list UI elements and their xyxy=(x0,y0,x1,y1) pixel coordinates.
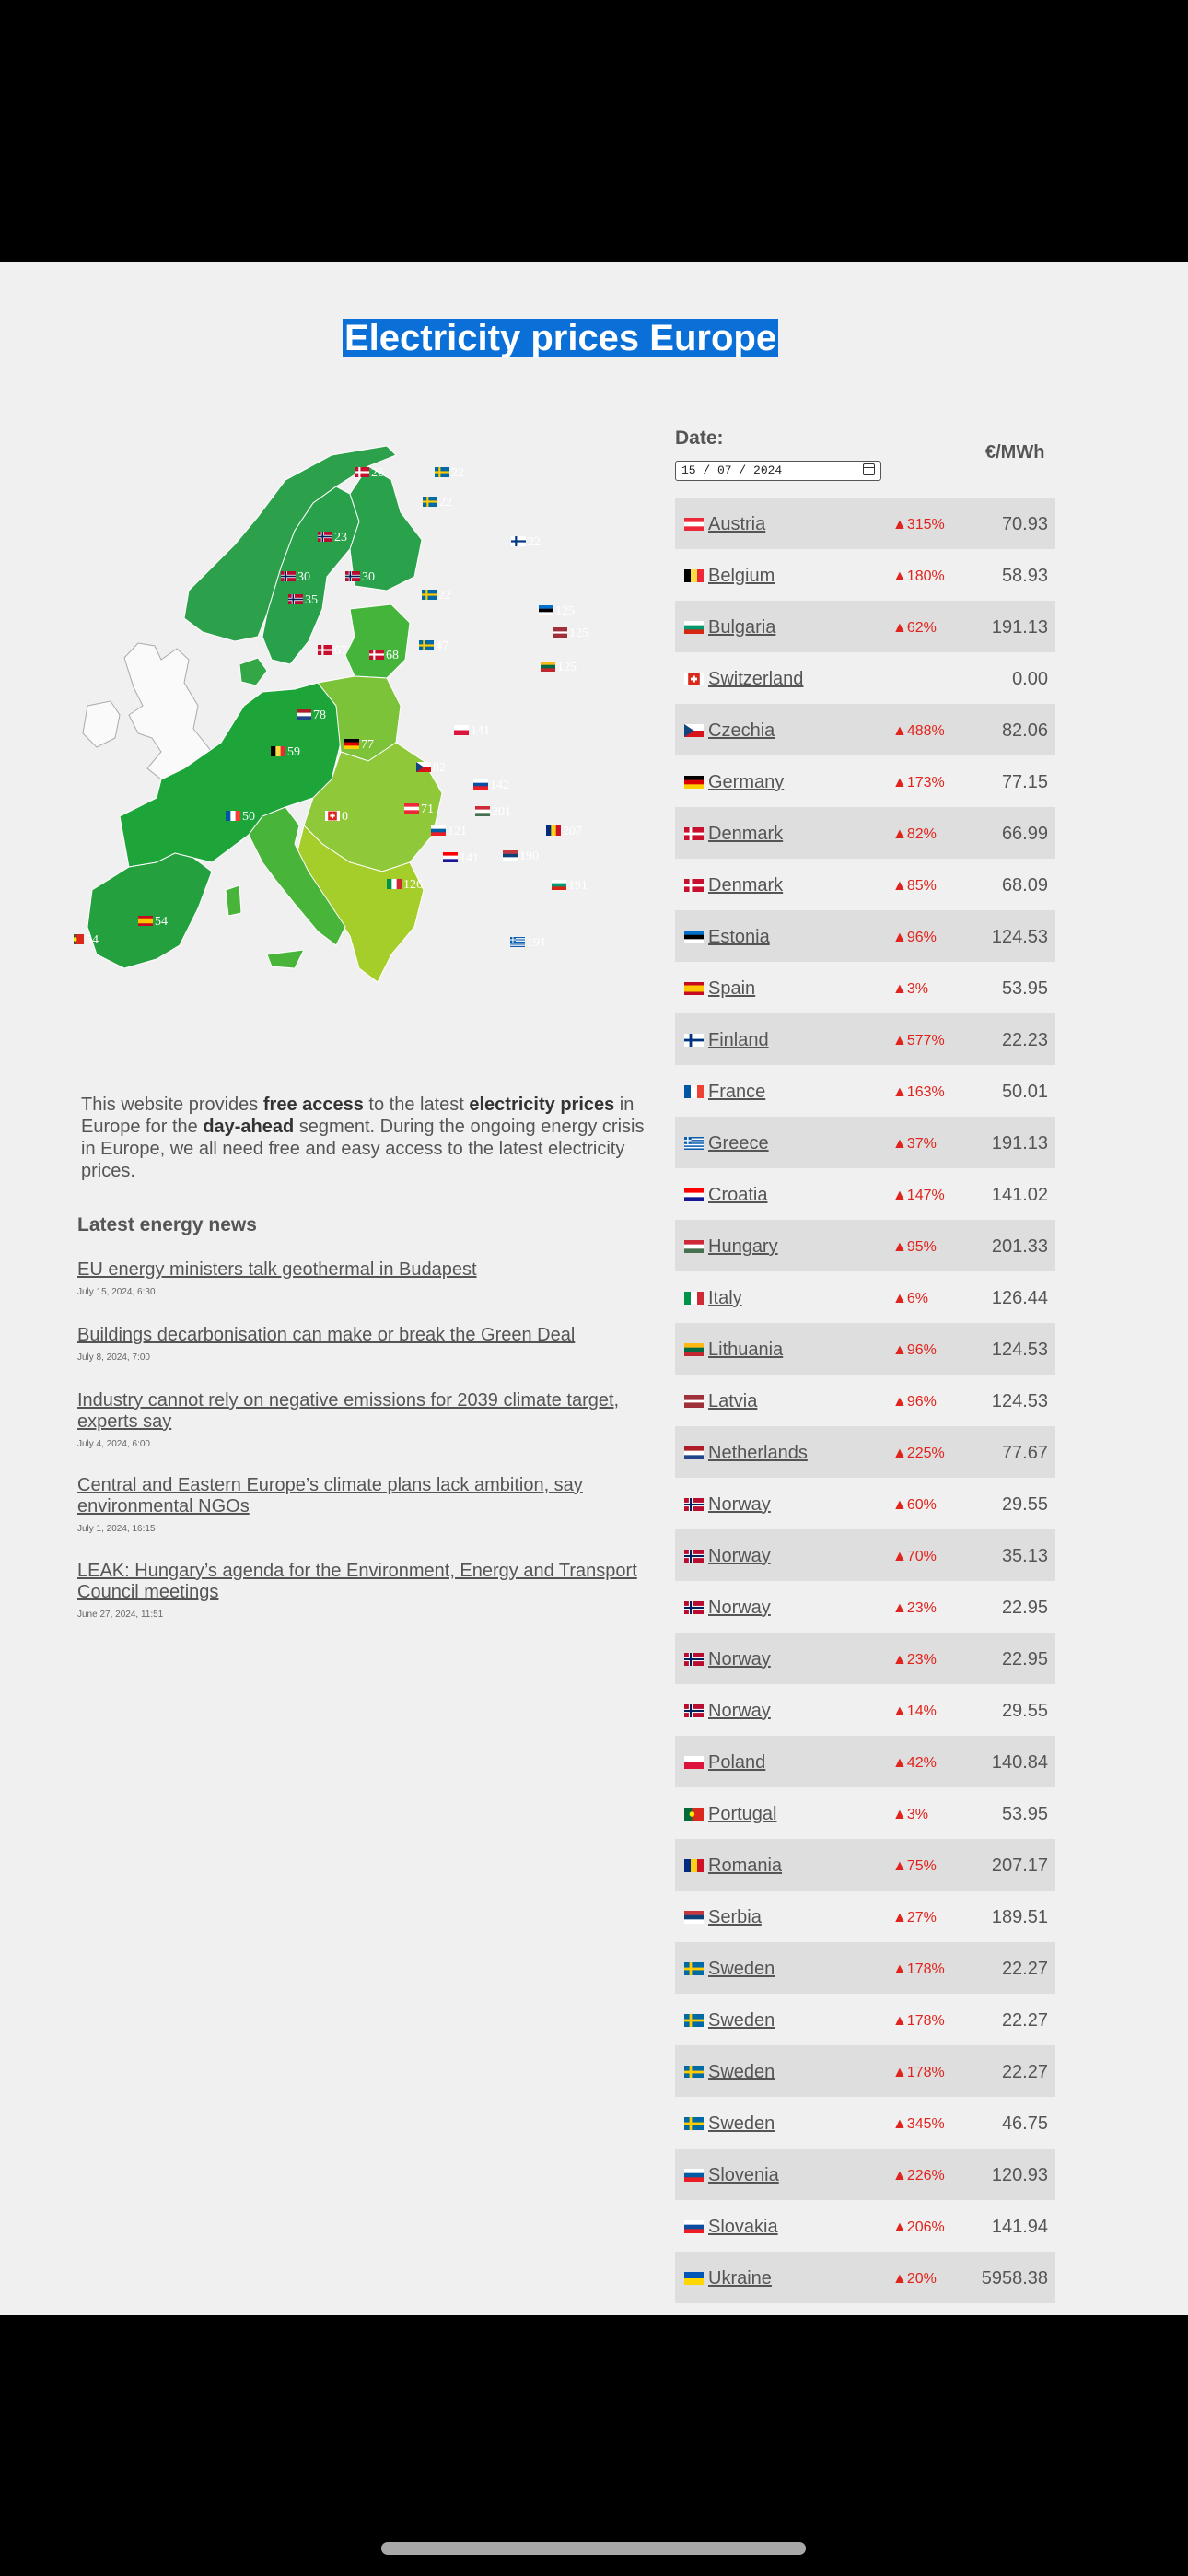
price-value: 46.75 xyxy=(1001,2113,1048,2134)
dk-flag-icon xyxy=(684,879,704,892)
intro-text xyxy=(81,1094,661,1182)
news-link[interactable]: Industry cannot rely on negative emissions for 2039 climate target, experts say xyxy=(77,1390,620,1432)
price-row xyxy=(675,1684,1055,1736)
country-link[interactable]: Netherlands xyxy=(708,1443,808,1463)
price-change: ▲23% xyxy=(892,1600,937,1616)
map-price-value: 141 xyxy=(460,851,479,865)
price-value: 141.02 xyxy=(991,1185,1048,1205)
price-change: ▲20% xyxy=(892,2271,937,2287)
country-link[interactable]: Norway xyxy=(708,1598,771,1618)
se-flag-icon xyxy=(684,2014,704,2027)
price-row xyxy=(675,549,1055,601)
price-value: 124.53 xyxy=(991,1340,1048,1360)
price-change: ▲147% xyxy=(892,1188,945,1203)
map-price-label[interactable] xyxy=(454,724,490,738)
price-change: ▲96% xyxy=(892,1394,937,1410)
map-price-label[interactable] xyxy=(475,805,511,819)
country-link[interactable]: Poland xyxy=(708,1752,766,1773)
price-change: ▲206% xyxy=(892,2219,945,2235)
price-change: ▲178% xyxy=(892,1961,945,1977)
ch-flag-icon xyxy=(684,673,704,685)
price-row xyxy=(675,1891,1055,1942)
country-link[interactable]: Lithuania xyxy=(708,1340,784,1360)
price-value: 22.95 xyxy=(1001,1598,1048,1618)
map-price-value: 54 xyxy=(155,915,168,929)
map-price-value: 35 xyxy=(305,593,318,607)
map-price-value: 142 xyxy=(490,779,509,792)
map-price-value: 0 xyxy=(342,810,348,824)
news-link[interactable]: Central and Eastern Europe’s climate plans lack ambition, say environmental NGOs xyxy=(77,1475,583,1516)
country-link[interactable]: Austria xyxy=(708,514,766,534)
map-price-label[interactable] xyxy=(552,879,588,893)
country-link[interactable]: Greece xyxy=(708,1133,769,1153)
map-price-value: 82 xyxy=(433,761,446,775)
price-row xyxy=(675,1787,1055,1839)
news-date: July 8, 2024, 7:00 xyxy=(77,1352,150,1363)
country-link[interactable]: Sweden xyxy=(708,1959,775,1979)
country-link[interactable]: Norway xyxy=(708,1546,771,1566)
map-price-value: 125 xyxy=(555,604,575,618)
country-link[interactable]: Slovakia xyxy=(708,2217,778,2237)
news-item xyxy=(77,1259,667,1297)
be-flag-icon xyxy=(684,569,704,582)
map-price-label[interactable] xyxy=(419,639,448,653)
price-row xyxy=(675,652,1055,704)
price-value: 22.23 xyxy=(1001,1030,1048,1050)
map-price-value: 121 xyxy=(448,825,467,838)
price-value: 120.93 xyxy=(991,2165,1048,2185)
price-value: 22.27 xyxy=(1001,2010,1048,2031)
price-change: ▲96% xyxy=(892,1342,937,1358)
price-value: 82.06 xyxy=(1001,720,1048,741)
map-price-value: 30 xyxy=(297,570,310,584)
ee-flag-icon xyxy=(684,931,704,943)
pl-flag-icon xyxy=(684,1756,704,1769)
country-link[interactable]: Serbia xyxy=(708,1907,762,1927)
price-change: ▲82% xyxy=(892,826,937,842)
price-value: 5958.38 xyxy=(981,2268,1048,2289)
price-change: ▲6% xyxy=(892,1291,928,1306)
country-link[interactable]: Croatia xyxy=(708,1185,768,1205)
news-item xyxy=(77,1325,667,1363)
price-row xyxy=(675,1942,1055,1994)
country-link[interactable]: Norway xyxy=(708,1649,771,1669)
price-row xyxy=(675,1117,1055,1168)
europe-price-map[interactable] xyxy=(74,429,654,1074)
price-value: 70.93 xyxy=(1001,514,1048,534)
map-price-value: 125 xyxy=(569,626,588,640)
map-price-value: 50 xyxy=(242,810,255,824)
price-value: 124.53 xyxy=(991,1391,1048,1411)
map-price-value: 191 xyxy=(527,936,546,950)
country-link[interactable]: Sweden xyxy=(708,2010,775,2031)
map-price-value: 67 xyxy=(334,644,347,658)
country-link[interactable]: Sweden xyxy=(708,2113,775,2134)
price-change: ▲226% xyxy=(892,2168,945,2184)
date-value: 15 / 07 / 2024 xyxy=(681,463,783,477)
price-row xyxy=(675,755,1055,807)
price-row xyxy=(675,2097,1055,2149)
price-value: 191.13 xyxy=(991,617,1048,638)
price-change: ▲23% xyxy=(892,1652,937,1668)
price-row xyxy=(675,2252,1055,2303)
bg-flag-icon xyxy=(684,621,704,634)
news-item xyxy=(77,1390,667,1449)
price-change: ▲577% xyxy=(892,1033,945,1048)
country-link[interactable]: Estonia xyxy=(708,927,770,947)
se-flag-icon xyxy=(684,1962,704,1975)
map-price-label[interactable] xyxy=(546,825,582,838)
si-flag-icon xyxy=(684,2169,704,2182)
price-change: ▲180% xyxy=(892,568,945,584)
no-flag-icon xyxy=(684,1704,704,1717)
price-change: ▲96% xyxy=(892,930,937,945)
price-value: 191.13 xyxy=(991,1133,1048,1153)
date-picker-input[interactable] xyxy=(675,461,881,481)
rs-flag-icon xyxy=(684,1911,704,1924)
price-change: ▲488% xyxy=(892,723,945,739)
map-price-value: 191 xyxy=(568,879,588,893)
fi-flag-icon xyxy=(684,1034,704,1047)
map-price-label[interactable] xyxy=(510,936,546,950)
date-label: Date: xyxy=(675,427,724,449)
map-price-value: 47 xyxy=(436,639,448,653)
price-change: ▲95% xyxy=(892,1239,937,1255)
news-link[interactable]: Buildings decarbonisation can make or break the Green Deal xyxy=(77,1325,576,1345)
map-price-value: 201 xyxy=(492,805,511,819)
country-link[interactable]: Portugal xyxy=(708,1804,777,1824)
lv-flag-icon xyxy=(684,1395,704,1408)
map-price-value: 23 xyxy=(334,531,347,544)
map-price-value: 22 xyxy=(451,466,464,480)
map-price-label[interactable] xyxy=(553,626,588,640)
price-change: ▲225% xyxy=(892,1446,945,1461)
calendar-icon[interactable] xyxy=(863,463,875,475)
price-row xyxy=(675,1994,1055,2045)
price-value: 22.27 xyxy=(1001,2062,1048,2082)
map-price-value: 141 xyxy=(471,724,490,738)
country-link[interactable]: Ukraine xyxy=(708,2268,772,2289)
price-row xyxy=(675,1168,1055,1220)
price-value: 189.51 xyxy=(991,1907,1048,1927)
news-link[interactable]: LEAK: Hungary’s agenda for the Environment, Energy and Transport Council meetings xyxy=(77,1561,637,1602)
price-change: ▲62% xyxy=(892,620,937,636)
country-link[interactable]: Romania xyxy=(708,1856,783,1876)
country-link[interactable]: Spain xyxy=(708,978,756,999)
price-value: 29.55 xyxy=(1001,1701,1048,1721)
news-date: July 1, 2024, 16:15 xyxy=(77,1524,156,1534)
intro-bold-day-ahead: day-ahead xyxy=(203,1117,295,1137)
map-price-value: 22 xyxy=(528,535,541,549)
map-price-label[interactable] xyxy=(473,779,509,792)
map-price-label[interactable] xyxy=(539,604,575,618)
intro-text-part: segment. During the ongoing energy crisis in Europe, we all need free and easy access to the latest electricity prices. xyxy=(81,1117,645,1181)
country-link[interactable]: Sweden xyxy=(708,2062,775,2082)
price-value: 0.00 xyxy=(1012,669,1048,689)
price-value: 22.95 xyxy=(1001,1649,1048,1669)
map-price-value: 22 xyxy=(439,496,452,509)
price-change: ▲70% xyxy=(892,1549,937,1564)
no-flag-icon xyxy=(684,1550,704,1563)
price-value: 53.95 xyxy=(1001,978,1048,999)
hr-flag-icon xyxy=(684,1188,704,1201)
map-price-value: 26 xyxy=(371,466,384,480)
map-price-label[interactable] xyxy=(443,851,479,865)
price-value: 77.67 xyxy=(1001,1443,1048,1463)
intro-bold-electricity-prices: electricity prices xyxy=(469,1095,615,1115)
intro-text-part: in Europe for the xyxy=(81,1095,635,1137)
intro-text-part: This website provides xyxy=(81,1095,263,1115)
map-price-value: 78 xyxy=(313,708,326,722)
se-flag-icon xyxy=(684,2117,704,2130)
country-link[interactable]: Belgium xyxy=(708,566,775,586)
price-value: 50.01 xyxy=(1001,1082,1048,1102)
page-title: Electricity prices Europe xyxy=(344,318,777,358)
country-link[interactable]: Czechia xyxy=(708,720,775,741)
price-row xyxy=(675,2200,1055,2252)
price-row xyxy=(675,1271,1055,1323)
intro-text-part: to the latest xyxy=(363,1095,470,1115)
news-section-title: Latest energy news xyxy=(77,1214,257,1235)
price-value: 53.95 xyxy=(1001,1804,1048,1824)
country-link[interactable]: Norway xyxy=(708,1701,771,1721)
country-link[interactable]: France xyxy=(708,1082,766,1102)
country-link[interactable]: Hungary xyxy=(708,1236,778,1257)
news-link[interactable]: EU energy ministers talk geothermal in Budapest xyxy=(77,1259,477,1280)
map-price-label[interactable] xyxy=(423,496,452,509)
news-date: July 15, 2024, 6:30 xyxy=(77,1287,156,1297)
price-value: 126.44 xyxy=(991,1288,1048,1308)
price-value: 68.09 xyxy=(1001,875,1048,896)
map-price-label[interactable] xyxy=(541,661,577,674)
map-uk-ireland xyxy=(83,643,212,779)
price-value: 66.99 xyxy=(1001,824,1048,844)
map-price-label[interactable] xyxy=(503,849,539,863)
price-value: 140.84 xyxy=(991,1752,1048,1773)
home-indicator[interactable] xyxy=(381,2542,806,2555)
unit-label: €/MWh xyxy=(985,442,1045,463)
price-change: ▲178% xyxy=(892,2065,945,2080)
map-price-value: 126 xyxy=(403,878,423,892)
price-row xyxy=(675,1839,1055,1891)
no-flag-icon xyxy=(684,1498,704,1511)
price-table xyxy=(675,498,1055,2303)
news-date: June 27, 2024, 11:51 xyxy=(77,1610,164,1620)
price-change: ▲173% xyxy=(892,775,945,790)
map-price-value: 30 xyxy=(362,570,375,584)
price-change: ▲85% xyxy=(892,878,937,894)
es-flag-icon xyxy=(684,982,704,995)
price-value: 207.17 xyxy=(991,1856,1048,1876)
price-row xyxy=(675,1323,1055,1375)
map-price-label[interactable] xyxy=(74,933,99,947)
no-flag-icon xyxy=(684,1601,704,1614)
it-flag-icon xyxy=(684,1292,704,1305)
price-change: ▲75% xyxy=(892,1858,937,1874)
price-value: 124.53 xyxy=(991,927,1048,947)
country-link[interactable]: Finland xyxy=(708,1030,769,1050)
gr-flag-icon xyxy=(684,1137,704,1150)
price-value: 201.33 xyxy=(991,1236,1048,1257)
price-row xyxy=(675,1375,1055,1426)
price-row xyxy=(675,1736,1055,1787)
price-value: 141.94 xyxy=(991,2217,1048,2237)
page xyxy=(0,262,1188,2315)
price-row xyxy=(675,807,1055,859)
map-baltics xyxy=(345,604,410,678)
cz-flag-icon xyxy=(684,724,704,737)
country-link[interactable]: Bulgaria xyxy=(708,617,776,638)
price-change: ▲27% xyxy=(892,1910,937,1926)
price-value: 77.15 xyxy=(1001,772,1048,792)
de-flag-icon xyxy=(684,776,704,789)
map-price-value: 22 xyxy=(438,589,451,603)
price-row xyxy=(675,962,1055,1013)
price-change: ▲3% xyxy=(892,1807,928,1822)
price-value: 22.27 xyxy=(1001,1959,1048,1979)
map-denmark xyxy=(239,658,267,685)
map-price-value: 207 xyxy=(563,825,582,838)
country-link[interactable]: Norway xyxy=(708,1494,771,1515)
map-price-label[interactable] xyxy=(422,589,451,603)
se-flag-icon xyxy=(684,2066,704,2078)
price-row xyxy=(675,1065,1055,1117)
country-link[interactable]: Latvia xyxy=(708,1391,758,1411)
price-value: 29.55 xyxy=(1001,1494,1048,1515)
pt-flag-icon xyxy=(684,1808,704,1821)
map-iberia xyxy=(87,853,212,968)
price-row xyxy=(675,2149,1055,2200)
map-price-label[interactable] xyxy=(435,466,464,480)
price-row xyxy=(675,1220,1055,1271)
fr-flag-icon xyxy=(684,1085,704,1098)
map-finland xyxy=(350,466,422,591)
price-row xyxy=(675,2045,1055,2097)
news-date: July 4, 2024, 6:00 xyxy=(77,1439,150,1449)
intro-bold-free-access: free access xyxy=(262,1095,364,1115)
map-price-value: 54 xyxy=(86,933,99,947)
country-link[interactable]: Switzerland xyxy=(708,669,804,689)
hu-flag-icon xyxy=(684,1240,704,1253)
price-change: ▲345% xyxy=(892,2116,945,2132)
map-price-label[interactable] xyxy=(431,825,467,838)
at-flag-icon xyxy=(684,518,704,531)
price-change: ▲14% xyxy=(892,1704,937,1719)
price-row xyxy=(675,859,1055,910)
price-row xyxy=(675,1426,1055,1478)
map-price-label[interactable] xyxy=(511,535,541,549)
country-link[interactable]: Italy xyxy=(708,1288,742,1308)
country-link[interactable]: Denmark xyxy=(708,824,784,844)
price-row xyxy=(675,910,1055,962)
map-price-value: 125 xyxy=(557,661,577,674)
map-price-label[interactable] xyxy=(318,644,347,658)
news-item xyxy=(77,1561,667,1620)
price-row xyxy=(675,498,1055,549)
country-link[interactable]: Denmark xyxy=(708,875,784,896)
price-row xyxy=(675,1013,1055,1065)
price-value: 35.13 xyxy=(1001,1546,1048,1566)
map-price-value: 68 xyxy=(386,649,399,662)
ro-flag-icon xyxy=(684,1859,704,1872)
price-row xyxy=(675,704,1055,755)
country-link[interactable]: Germany xyxy=(708,772,785,792)
no-flag-icon xyxy=(684,1653,704,1666)
price-row xyxy=(675,1529,1055,1581)
price-change: ▲3% xyxy=(892,981,928,997)
price-change: ▲60% xyxy=(892,1497,937,1513)
map-price-value: 59 xyxy=(287,745,300,759)
sk-flag-icon xyxy=(684,2220,704,2233)
price-change: ▲163% xyxy=(892,1084,945,1100)
news-item xyxy=(77,1475,667,1534)
price-change: ▲42% xyxy=(892,1755,937,1771)
lt-flag-icon xyxy=(684,1343,704,1356)
ua-flag-icon xyxy=(684,2272,704,2285)
price-row xyxy=(675,1581,1055,1633)
price-change: ▲315% xyxy=(892,517,945,533)
map-price-value: 77 xyxy=(361,738,374,752)
price-row xyxy=(675,1478,1055,1529)
map-price-value: 71 xyxy=(421,802,434,816)
nl-flag-icon xyxy=(684,1446,704,1459)
price-row xyxy=(675,601,1055,652)
price-value: 58.93 xyxy=(1001,566,1048,586)
price-change: ▲37% xyxy=(892,1136,937,1152)
price-change: ▲178% xyxy=(892,2013,945,2029)
dk-flag-icon xyxy=(684,827,704,840)
price-row xyxy=(675,1633,1055,1684)
map-price-value: 190 xyxy=(519,849,539,863)
country-link[interactable]: Slovenia xyxy=(708,2165,779,2185)
